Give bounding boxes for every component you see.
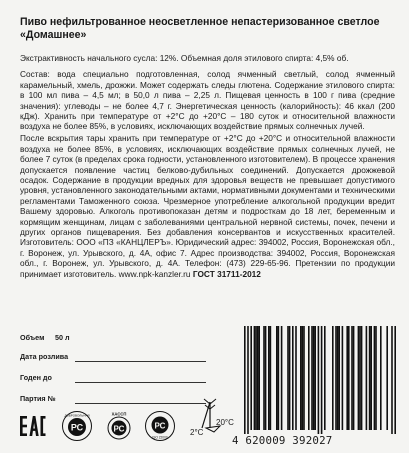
- barcode-bar: [278, 326, 280, 430]
- date-row: [20, 352, 68, 361]
- barcode-bar: [353, 326, 355, 430]
- barcode-bar: [321, 326, 323, 434]
- iso-mark: [144, 410, 176, 447]
- barcode-bar: [324, 326, 326, 430]
- barcode-bar: [295, 326, 297, 430]
- barcode-bar: [311, 326, 313, 430]
- barcode-bar: [289, 326, 291, 430]
- barcode-bar: [391, 326, 393, 434]
- date-line: [75, 361, 206, 362]
- barcode-bar: [380, 326, 382, 430]
- barcode-bar: [281, 326, 283, 430]
- barcode-bar: [308, 326, 310, 430]
- product-title: Пиво нефильтрованное неосветленное непастеризованное светлое «Домашнее»: [20, 16, 380, 41]
- svg-text:РС: РС: [70, 422, 84, 433]
- barcode-bar: [258, 326, 260, 430]
- svg-text:ISO 22000: ISO 22000: [152, 435, 168, 440]
- svg-text:ХАССП: ХАССП: [111, 411, 127, 417]
- temperature-range-icon: [190, 398, 238, 448]
- barcode-bar: [303, 326, 305, 430]
- barcode-bar: [358, 326, 360, 430]
- batch-line: [75, 403, 206, 404]
- barcode-bar: [374, 326, 376, 430]
- barcode-bar: [351, 326, 353, 430]
- barcode-bar: [244, 326, 246, 434]
- gost-standard: ГОСТ 31711-2012: [192, 268, 261, 279]
- barcode-bar: [247, 326, 249, 434]
- expiry-label: Годен до: [20, 373, 52, 382]
- barcode-bar: [346, 326, 348, 430]
- volume-label: Объем: [20, 333, 45, 342]
- barcode-bar: [332, 326, 334, 430]
- storage-text: После вскрытия тары хранить при температуре от +2°С до +20°С и относительной влажности воздуха не более 85%, в условиях, исключающих воздействие прямых солнечных лучей, не более 7 суток (в пределах срока годности, установленного изготовителем). В процессе хранения допускается появление частиц белково-дубильных соединений. Допускается дрожжевой осадок. Содержание в продукции вредных для здоровья веществ не превышает допустимого уровня, установленного законодательными актами, нормативными документами и техническими регламентами Таможенного союза. Чрезмерное употребление алкогольной продукции вредит Вашему здоровью. Алкоголь противопоказан детям и подросткам до 18 лет, беременным и кормящим женщинам, лицам с заболеваниями центральной нервной системы, почек, печени и других органов пищеварения. Без добавления консервантов и искусственных красителей. Изготовитель: ООО «ПЗ «КАНЦЛЕРЪ». Юридический адрес: 394002, Россия, Воронежская обл., г. Воронеж, ул. Урывского, д. 4А, офис 7. Адрес производства: 394002, Россия, Воронежская обл., г. Воронеж, ул. Урывского, д. 4А. Телефон: (473) 229-65-96. Претензии по продукции принимает изготовитель. www.npk-kanzler.ru: [20, 133, 395, 279]
- date-label: Дата розлива: [20, 352, 69, 361]
- barcode-bar: [314, 326, 316, 430]
- barcode-bar: [300, 326, 302, 430]
- barcode-bar: [313, 326, 315, 430]
- composition-paragraph: Состав: вода специально подготовленная, солод ячменный светлый, солод ячменный карамельный, хмель, дрожжи. Может содержать следы глютена. Содержание этилового спирта: в 100 мл пива – 4,5 мл; в 50,0 л пива – 2,25 л. Пищевая ценность в 100 г пива (средние значения): углеводы – не более 4,7 г. Энергетическая ценность (калорийность): 46 ккал (200 кДж). Хранить при температуре от +2°С до +20°С – 180 суток и относительной влажности воздуха не более 85%, в условиях, исключающих воздействие прямых солнечных лучей.: [20, 69, 395, 132]
- barcode-bar: [292, 326, 294, 430]
- batch-label: Партия №: [20, 394, 56, 403]
- barcode-bar: [318, 326, 320, 434]
- barcode-bar: [270, 326, 272, 430]
- svg-text:РС: РС: [113, 424, 125, 434]
- barcode-bar: [250, 326, 252, 430]
- extract-paragraph: Экстрактивность начального сусла: 12%. Объемная доля этилового спирта: 4,5% об.: [20, 53, 349, 63]
- expiry-row: [20, 373, 52, 382]
- barcode-bar: [302, 326, 304, 430]
- barcode-bar: [265, 326, 267, 430]
- barcode-bar: [359, 326, 361, 430]
- svg-text:РС: РС: [154, 421, 166, 431]
- barcode-bar: [255, 326, 257, 430]
- storage-paragraph: [20, 133, 395, 279]
- barcode-bar: [257, 326, 259, 430]
- ean13-barcode: [232, 326, 402, 448]
- barcode-bar: [263, 326, 265, 430]
- volume-value: 50 л: [55, 333, 70, 342]
- barcode-bar: [342, 326, 344, 430]
- barcode-bar: [254, 326, 256, 430]
- volume-row: [20, 333, 70, 342]
- expiry-line: [75, 382, 206, 383]
- barcode-bar: [386, 326, 388, 430]
- eac-mark: [20, 414, 46, 443]
- barcode-bar: [337, 326, 339, 430]
- temperature-low: 2°C: [190, 428, 204, 437]
- temperature-high: 20°C: [216, 418, 234, 427]
- barcode-digits: 4 620009 392027: [232, 434, 333, 447]
- barcode-bar: [335, 326, 337, 430]
- barcode-bar: [348, 326, 350, 430]
- voluntary-certification-mark: [61, 410, 93, 447]
- barcode-bar: [394, 326, 396, 434]
- batch-row: [20, 394, 56, 403]
- barcode-bar: [370, 326, 372, 430]
- barcode-bar: [268, 326, 270, 430]
- barcode-bar: [369, 326, 371, 430]
- barcode-bar: [375, 326, 377, 430]
- label-body: [20, 53, 395, 279]
- barcode-bars: [232, 326, 402, 434]
- barcode-bar: [287, 326, 289, 430]
- barcode-bar: [366, 326, 368, 430]
- haccp-mark: [103, 410, 135, 447]
- barcode-bar: [338, 326, 340, 430]
- barcode-bar: [361, 326, 363, 430]
- barcode-bar: [276, 326, 278, 430]
- svg-text:ДОБРОВОЛЬНАЯ: ДОБРОВОЛЬНАЯ: [64, 413, 90, 418]
